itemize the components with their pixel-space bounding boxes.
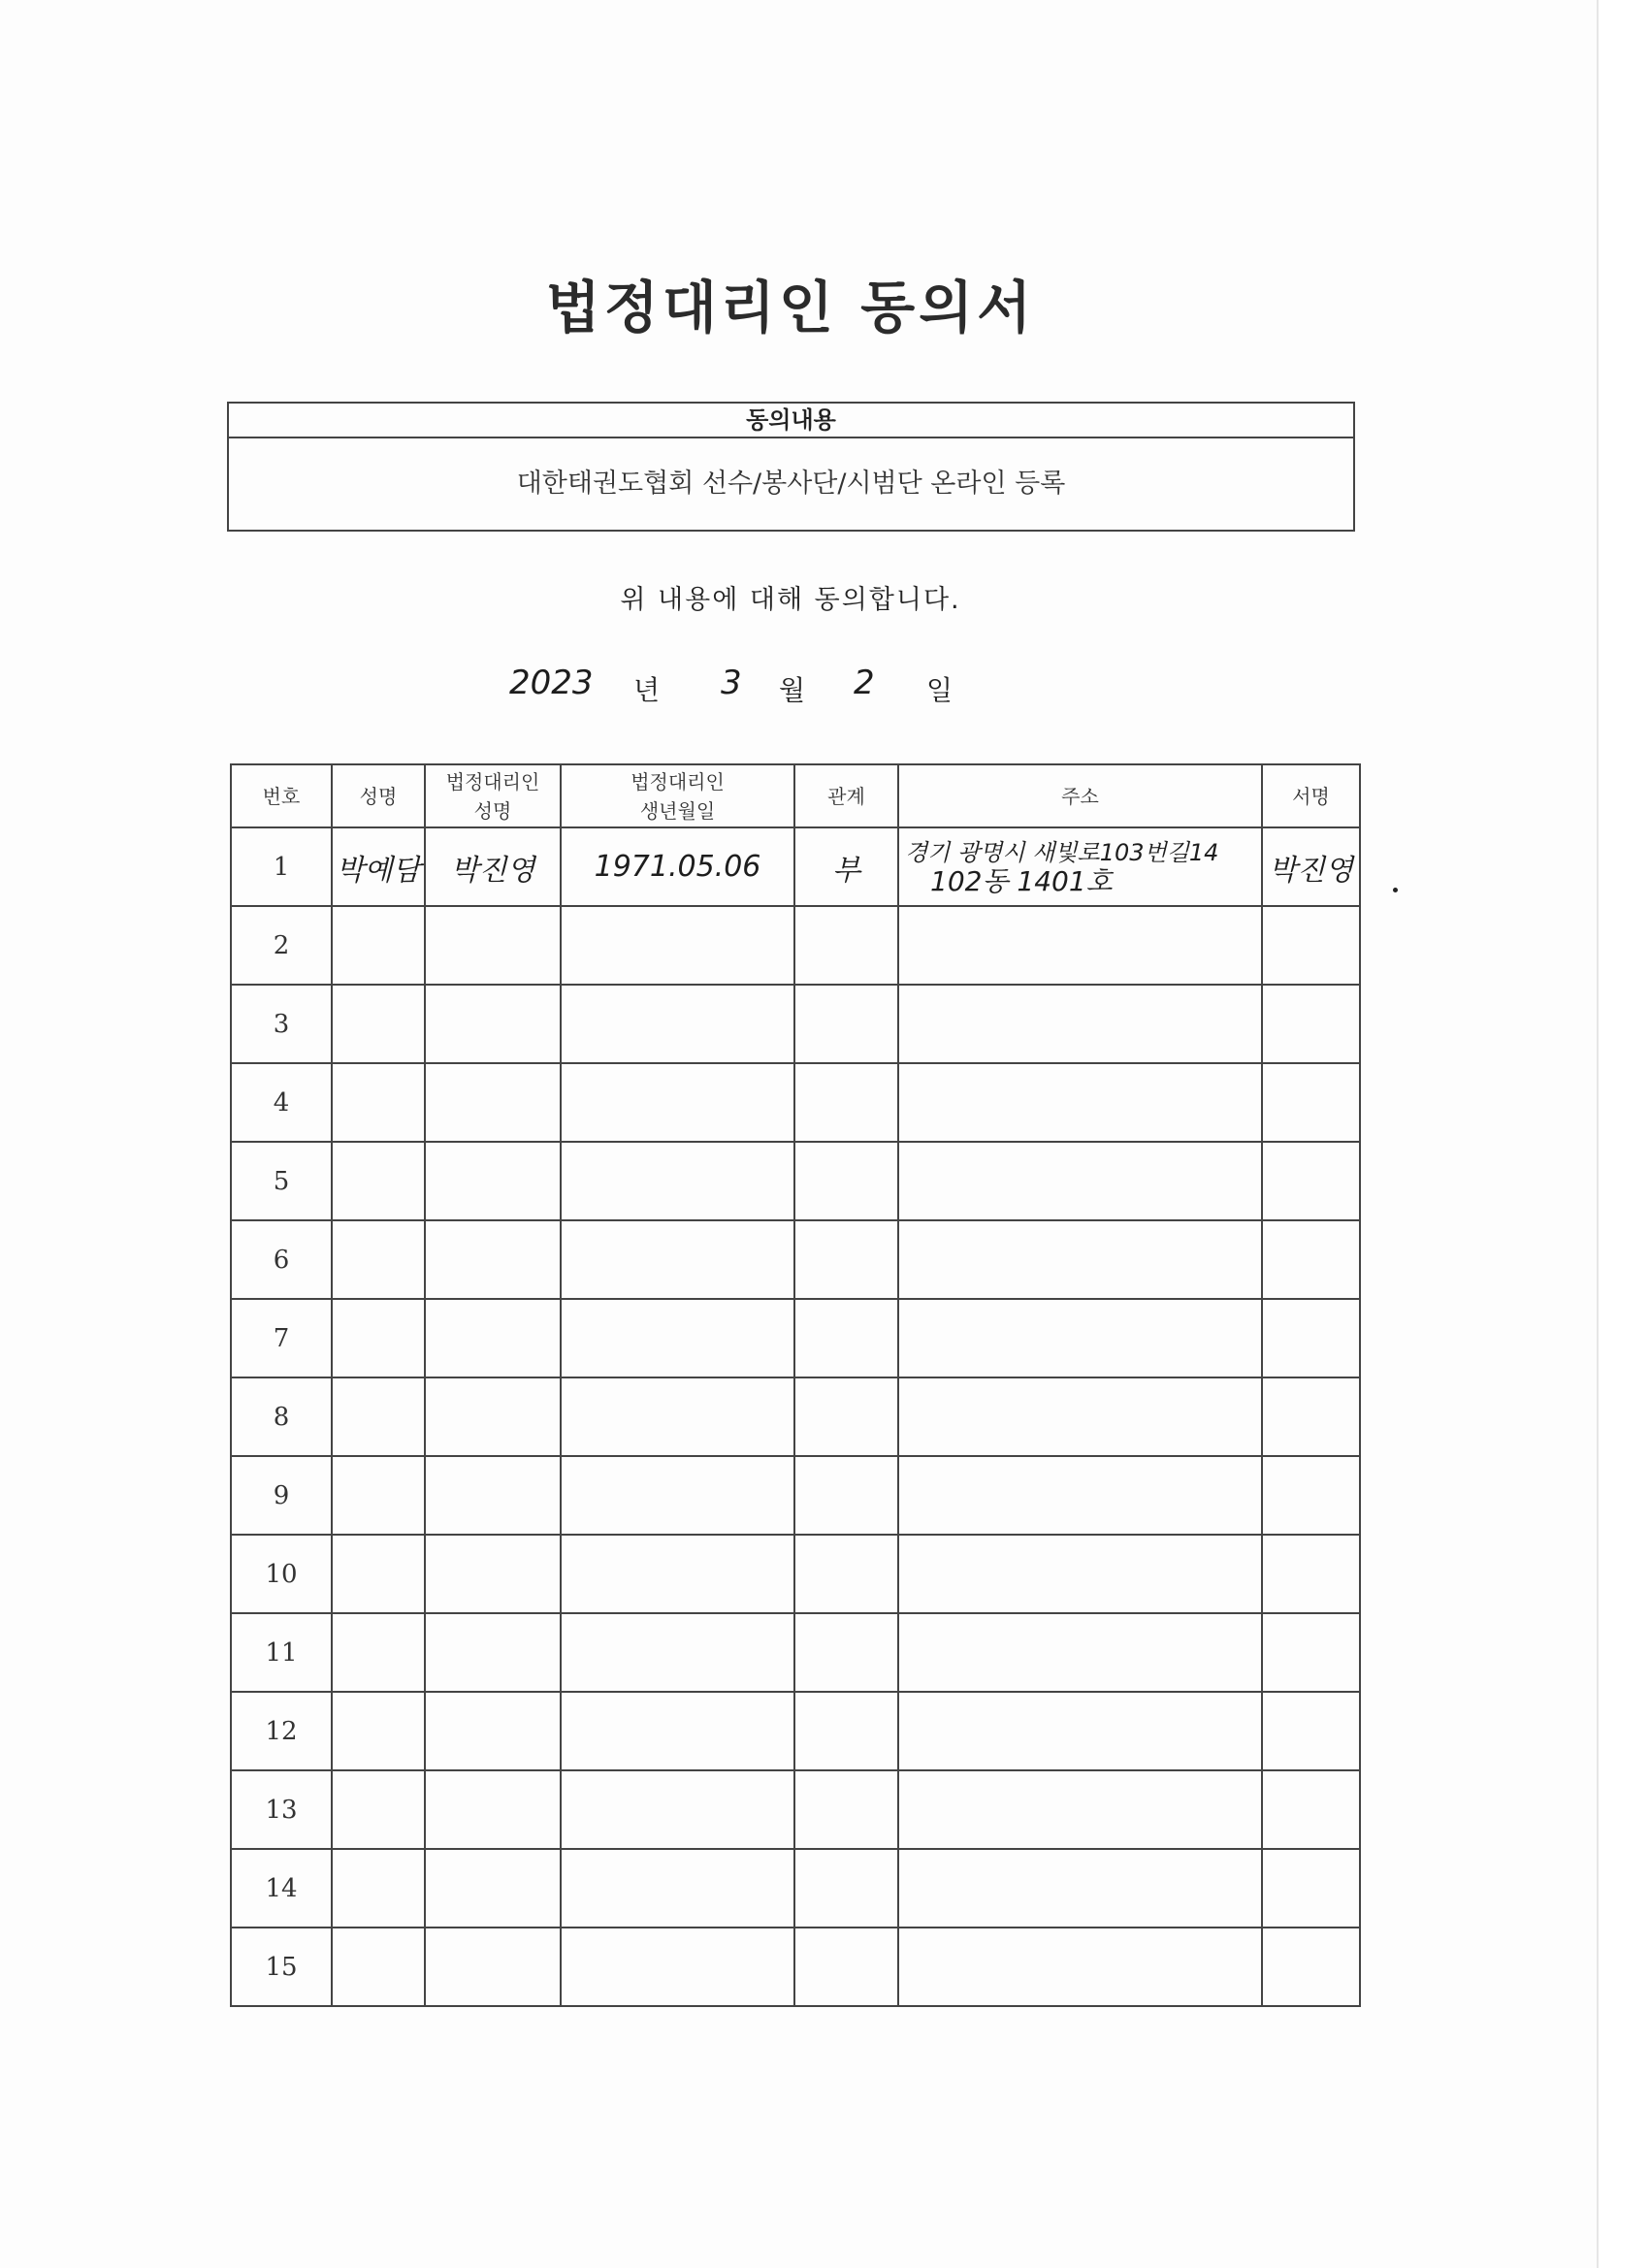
row-signature-cell[interactable] <box>1262 1063 1360 1142</box>
table-row <box>231 827 1360 906</box>
row-name-cell[interactable] <box>332 1692 425 1770</box>
row-number: 3 <box>273 1009 290 1039</box>
row-name-cell[interactable] <box>332 827 425 906</box>
table-row <box>231 985 1360 1063</box>
row-number: 15 <box>265 1952 298 1982</box>
row-signature-cell[interactable] <box>1262 906 1360 985</box>
row-name-cell[interactable] <box>332 1142 425 1220</box>
row-name-cell[interactable] <box>332 1063 425 1142</box>
row-number: 14 <box>265 1873 298 1903</box>
header-signature: 서명 <box>1262 764 1360 827</box>
row-number-cell[interactable] <box>231 1692 332 1770</box>
row-name-cell[interactable] <box>332 906 425 985</box>
row-name-cell[interactable] <box>332 1928 425 2006</box>
header-relation: 관계 <box>794 764 898 827</box>
row-relation-cell[interactable] <box>794 906 898 985</box>
row-guardian-birth-cell[interactable] <box>561 1220 794 1299</box>
row-signature-cell[interactable] <box>1262 1849 1360 1928</box>
row-number: 13 <box>265 1795 298 1825</box>
header-name: 성명 <box>332 764 425 827</box>
date-day-label: 일 <box>926 674 954 706</box>
date-year-handwritten: 2023 <box>509 664 594 702</box>
row-signature-cell[interactable] <box>1262 827 1360 906</box>
row-number: 4 <box>273 1087 290 1118</box>
row-guardian-name-cell[interactable] <box>425 1928 561 2006</box>
scanned-page-edge <box>1597 0 1649 2268</box>
row-guardian-birth-cell[interactable] <box>561 1770 794 1849</box>
row-number-cell[interactable] <box>231 1928 332 2006</box>
row-guardian-name-cell[interactable] <box>425 1456 561 1535</box>
table-header-row <box>231 764 1360 827</box>
row-guardian-name-cell[interactable] <box>425 1613 561 1692</box>
row-signature-cell[interactable] <box>1262 1928 1360 2006</box>
row-address-cell[interactable] <box>898 827 1262 906</box>
row-relation-cell[interactable] <box>794 1535 898 1613</box>
row-address-cell[interactable] <box>898 1142 1262 1220</box>
row-address-cell[interactable] <box>898 1377 1262 1456</box>
row-signature-cell[interactable] <box>1262 1142 1360 1220</box>
row-signature-cell[interactable] <box>1262 1456 1360 1535</box>
row-guardian-birth-cell[interactable] <box>561 1849 794 1928</box>
row-number: 9 <box>273 1480 290 1510</box>
row-name-cell[interactable] <box>332 1456 425 1535</box>
agree-statement: 위 내용에 대해 동의합니다. <box>620 585 961 615</box>
signing-date <box>509 664 994 712</box>
row-guardian-birth-cell[interactable] <box>561 1456 794 1535</box>
row-number: 7 <box>273 1323 290 1353</box>
table-row <box>231 1535 1360 1613</box>
row-name-cell[interactable] <box>332 1299 425 1377</box>
row-number-cell[interactable] <box>231 1456 332 1535</box>
row-number-cell[interactable] <box>231 1535 332 1613</box>
row-number-cell[interactable] <box>231 1063 332 1142</box>
row-guardian-birth-cell[interactable] <box>561 1063 794 1142</box>
row-number-cell[interactable] <box>231 1142 332 1220</box>
row-signature-cell[interactable] <box>1262 1535 1360 1613</box>
row-address-cell[interactable] <box>898 1220 1262 1299</box>
row-signature-cell[interactable] <box>1262 1613 1360 1692</box>
row-name-cell[interactable] <box>332 985 425 1063</box>
row-name-cell[interactable] <box>332 1770 425 1849</box>
row-relation-cell[interactable] <box>794 1063 898 1142</box>
row-address-cell[interactable] <box>898 906 1262 985</box>
row-address-cell[interactable] <box>898 1849 1262 1928</box>
table-row <box>231 1063 1360 1142</box>
table-row <box>231 1613 1360 1692</box>
row-relation-cell[interactable] <box>794 1849 898 1928</box>
row-relation: 부 <box>832 853 860 888</box>
row-guardian-name-cell[interactable] <box>425 1063 561 1142</box>
table-row <box>231 1692 1360 1770</box>
row-name: 박예담 <box>336 853 421 888</box>
row-name-cell[interactable] <box>332 1613 425 1692</box>
row-guardian-name-cell[interactable] <box>425 985 561 1063</box>
row-guardian-birth-cell[interactable] <box>561 827 794 906</box>
row-guardian-birth-cell[interactable] <box>561 1613 794 1692</box>
row-guardian-birth-cell[interactable] <box>561 1928 794 2006</box>
row-number-cell[interactable] <box>231 906 332 985</box>
row-relation-cell[interactable] <box>794 1299 898 1377</box>
row-number: 12 <box>265 1716 298 1746</box>
row-guardian-name-cell[interactable] <box>425 1692 561 1770</box>
row-name-cell[interactable] <box>332 1220 425 1299</box>
table-row <box>231 906 1360 985</box>
row-number-cell[interactable] <box>231 1299 332 1377</box>
row-guardian-birth-cell[interactable] <box>561 1299 794 1377</box>
header-guardian-birth-text: 법정대리인 생년월일 <box>630 769 725 823</box>
header-address: 주소 <box>898 764 1262 827</box>
row-number: 1 <box>273 852 290 882</box>
header-guardian-name <box>425 764 561 827</box>
row-signature-cell[interactable] <box>1262 1220 1360 1299</box>
row-relation-cell[interactable] <box>794 1692 898 1770</box>
row-address-line-1: 경기 광명시 새빛로103번길14 <box>905 838 1219 866</box>
table-row <box>231 1849 1360 1928</box>
row-address-cell[interactable] <box>898 1613 1262 1692</box>
row-number-cell[interactable] <box>231 1770 332 1849</box>
row-guardian-name-cell[interactable] <box>425 1535 561 1613</box>
row-relation-cell[interactable] <box>794 827 898 906</box>
row-name-cell[interactable] <box>332 1849 425 1928</box>
header-guardian-birth <box>561 764 794 827</box>
row-guardian-birth-cell[interactable] <box>561 906 794 985</box>
date-year-label: 년 <box>633 674 661 706</box>
row-address-cell[interactable] <box>898 1928 1262 2006</box>
row-address-cell[interactable] <box>898 1063 1262 1142</box>
row-guardian-birth-cell[interactable] <box>561 1377 794 1456</box>
row-guardian-birth-cell[interactable] <box>561 1692 794 1770</box>
row-signature-cell[interactable] <box>1262 1377 1360 1456</box>
row-number-cell[interactable] <box>231 985 332 1063</box>
row-guardian-birth-cell[interactable] <box>561 1142 794 1220</box>
row-number-cell[interactable] <box>231 1613 332 1692</box>
table-row <box>231 1456 1360 1535</box>
consent-content: 대한태권도협회 선수/봉사단/시범단 온라인 등록 <box>516 469 1066 499</box>
row-guardian-name-cell[interactable] <box>425 906 561 985</box>
row-address-cell[interactable] <box>898 1770 1262 1849</box>
row-number: 8 <box>273 1402 290 1432</box>
date-month-label: 월 <box>779 674 806 706</box>
row-address-cell[interactable] <box>898 1535 1262 1613</box>
row-guardian-name: 박진영 <box>450 853 535 888</box>
row-guardian-birth-cell[interactable] <box>561 985 794 1063</box>
row-guardian-name-cell[interactable] <box>425 1220 561 1299</box>
row-signature-cell[interactable] <box>1262 985 1360 1063</box>
row-address-cell[interactable] <box>898 1456 1262 1535</box>
row-relation-cell[interactable] <box>794 1770 898 1849</box>
row-relation-cell[interactable] <box>794 1456 898 1535</box>
date-day-handwritten: 2 <box>854 664 875 702</box>
row-number-cell[interactable] <box>231 1849 332 1928</box>
row-relation-cell[interactable] <box>794 1142 898 1220</box>
row-guardian-name-cell[interactable] <box>425 1377 561 1456</box>
row-guardian-name-cell[interactable] <box>425 1299 561 1377</box>
table-row <box>231 1220 1360 1299</box>
row-address-line-2: 102동 1401호 <box>930 864 1113 897</box>
row-guardian-name-cell[interactable] <box>425 1142 561 1220</box>
row-number-cell[interactable] <box>231 1220 332 1299</box>
date-month-handwritten: 3 <box>721 664 742 702</box>
row-signature-cell[interactable] <box>1262 1299 1360 1377</box>
header-no: 번호 <box>231 764 332 827</box>
table-row <box>231 1377 1360 1456</box>
consent-box <box>227 402 1355 532</box>
row-relation-cell[interactable] <box>794 1377 898 1456</box>
row-name-cell[interactable] <box>332 1377 425 1456</box>
row-relation-cell[interactable] <box>794 1613 898 1692</box>
row-number-cell[interactable] <box>231 827 332 906</box>
row-signature: 박진영 <box>1269 853 1353 888</box>
row-relation-cell[interactable] <box>794 1220 898 1299</box>
row-number: 5 <box>273 1166 290 1196</box>
row-address-cell[interactable] <box>898 1692 1262 1770</box>
row-number: 6 <box>273 1245 290 1275</box>
row-number: 11 <box>265 1637 298 1668</box>
table-row <box>231 1299 1360 1377</box>
row-guardian-birth: 1971.05.06 <box>594 850 761 884</box>
row-guardian-name-cell[interactable] <box>425 827 561 906</box>
row-number-cell[interactable] <box>231 1377 332 1456</box>
table-row <box>231 1770 1360 1849</box>
row-signature-cell[interactable] <box>1262 1770 1360 1849</box>
row-guardian-birth-cell[interactable] <box>561 1535 794 1613</box>
row-number: 2 <box>273 930 290 960</box>
table-row <box>231 1928 1360 2006</box>
row-address-cell[interactable] <box>898 985 1262 1063</box>
stray-mark <box>1393 888 1398 892</box>
row-relation-cell[interactable] <box>794 985 898 1063</box>
row-guardian-name-cell[interactable] <box>425 1770 561 1849</box>
row-name-cell[interactable] <box>332 1535 425 1613</box>
document-title: 법정대리인 동의서 <box>545 275 1036 340</box>
row-relation-cell[interactable] <box>794 1928 898 2006</box>
guardian-table <box>230 763 1361 2007</box>
table-row <box>231 1142 1360 1220</box>
row-guardian-name-cell[interactable] <box>425 1849 561 1928</box>
consent-heading: 동의내용 <box>229 404 1353 438</box>
row-number: 10 <box>265 1559 298 1589</box>
header-guardian-name-text: 법정대리인 성명 <box>445 769 540 823</box>
row-signature-cell[interactable] <box>1262 1692 1360 1770</box>
row-address-cell[interactable] <box>898 1299 1262 1377</box>
